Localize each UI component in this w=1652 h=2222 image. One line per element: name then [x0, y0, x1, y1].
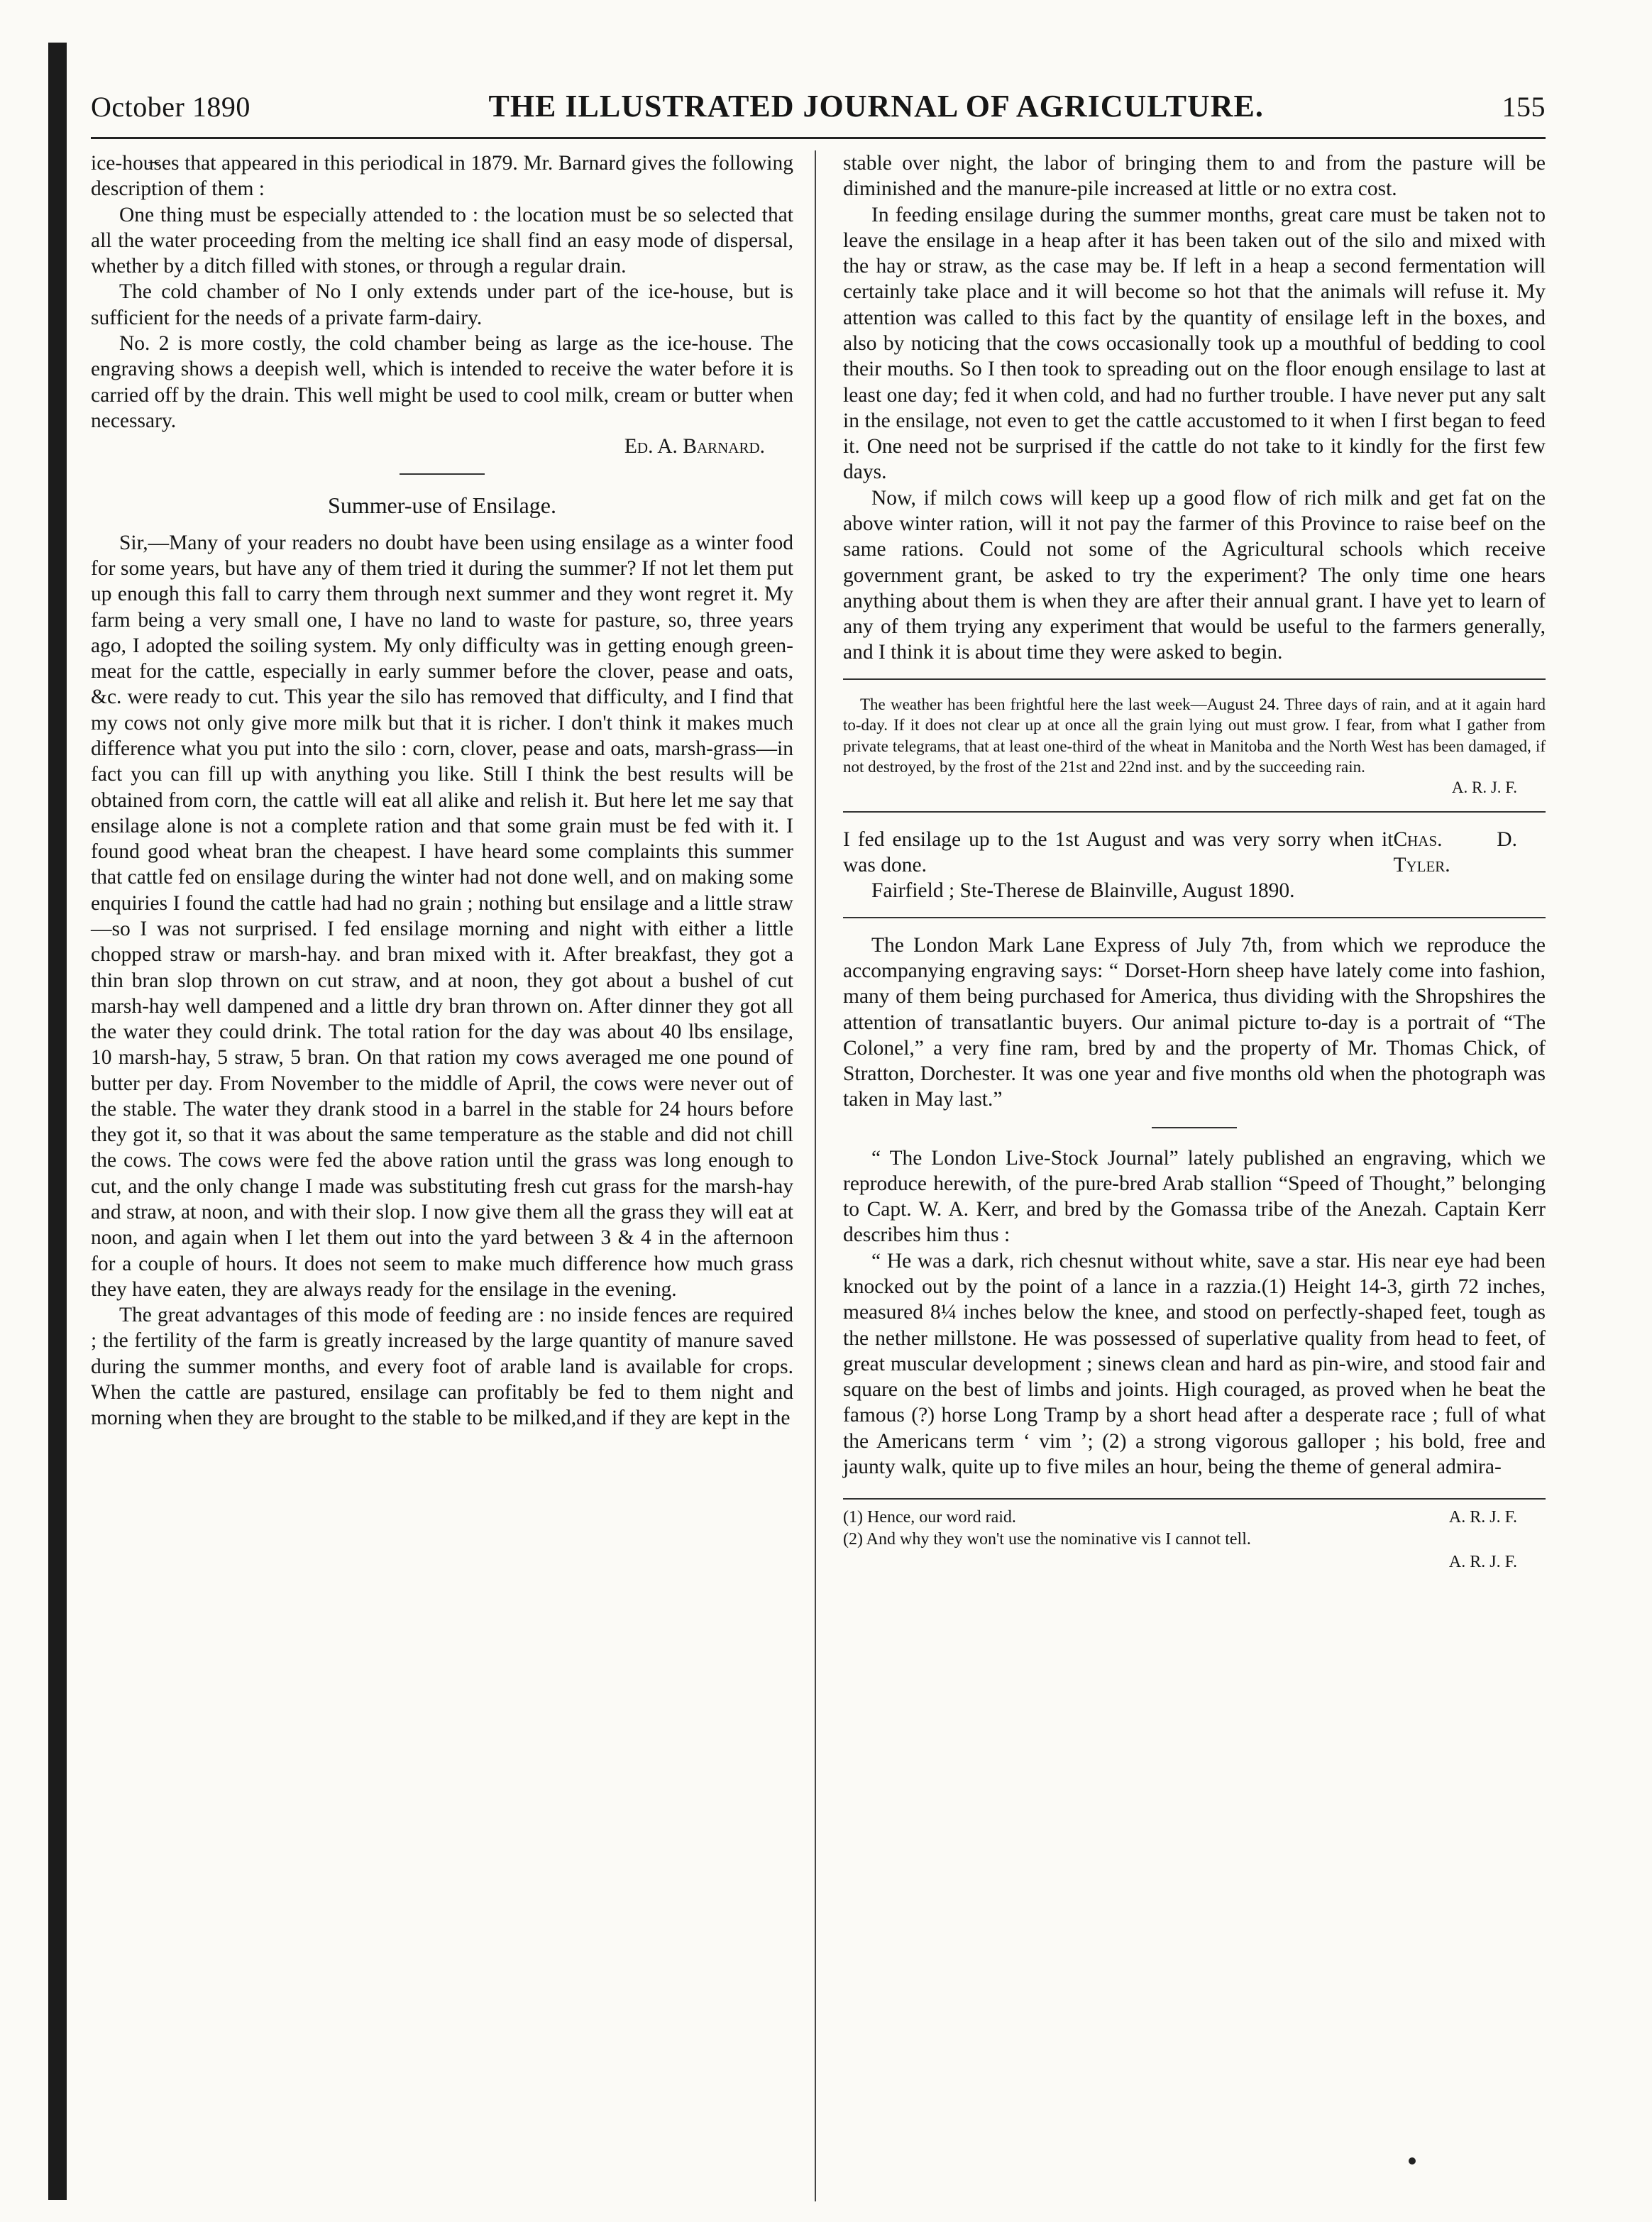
- dateline: Fairfield ; Ste-Therese de Blainville, August 1890.: [871, 879, 1295, 903]
- footnote: [843, 1507, 1546, 1529]
- footnote-initials: A. R. J. F.: [1448, 1508, 1517, 1527]
- signature: Ed. A. Barnard.: [624, 435, 765, 458]
- divider: [843, 811, 1546, 813]
- signature: Chas. D. Tyler.: [1393, 827, 1517, 877]
- journal-title: THE ILLUSTRATED JOURNAL OF AGRICULTURE.: [488, 89, 1264, 123]
- speck: [1409, 2157, 1416, 2165]
- divider: [843, 917, 1546, 918]
- footnotes: [843, 1498, 1546, 1573]
- paragraph: One thing must be especially attended to : the location must be so selected that all the water proceeding from the melting ice shall find an easy mode of dispersal, whether by a ditch filled with stones, or through a regular drain.: [91, 203, 793, 278]
- running-head: [91, 88, 1546, 139]
- divider: [400, 473, 485, 475]
- binding-edge: [48, 43, 67, 2200]
- paragraph: Now, if milch cows will keep up a good flow of rich milk and get fat on the above winter ration, will it not pay the farmer of this Province to raise beef on the same rations. Could not some of the Agricultural schools which receive government grant, be asked to try the experiment? The only time one hears anything about them is when they are after their annual grant. I have yet to learn of any of them trying any experiment that would be useful to the farmers generally, and I think it is about time they were asked to begin.: [843, 486, 1546, 664]
- initials: A. R. J. F.: [1451, 779, 1517, 797]
- header-date: October 1890: [91, 91, 250, 123]
- paragraph: stable over night, the labor of bringing them to and from the pasture will be diminished and the manure-pile increased at little or no extra cost.: [843, 152, 1546, 201]
- column-divider: [815, 150, 816, 2201]
- divider: [1152, 1127, 1237, 1128]
- left-column: [91, 150, 793, 1573]
- paragraph: The cold chamber of No I only extends under part of the ice-house, but is sufficient for the needs of a private farm-dairy.: [91, 280, 793, 329]
- weather-note: [843, 694, 1546, 798]
- closing-line: [843, 827, 1546, 879]
- journal-page: [91, 88, 1546, 1573]
- paragraph: Sir,—Many of your readers no doubt have been using ensilage as a winter food for some years, but have any of them tried it during the summer? If not let them put up enough this fall to carry them through next summer and they wont regret it. My farm being a very small one, I have no land to waste for pasture, so, three years ago, I adopted the soiling system. My only difficulty was in getting enough green-meat for the cattle, especially in early summer before the clover, pease and oats, &c. were ready to cut. This year the silo has removed that difficulty, and I find that my cows not only give more milk but that it is richer. I don't think it makes much difference what you put into the silo : corn, clover, pease and oats, marsh-grass—in fact you can fill up with anything you like. Still I think the best results will be obtained from corn, the cattle will eat all alike and relish it. But here let me say that ensilage alone is not a complete ration and that some grain must be fed with it. I found good wheat bran the cheapest. I have heard some complaints this summer that cattle fed on ensilage during the winter had not done well, and on making some enquiries I found the cattle had had no grain ; nothing but ensilage and a little straw—so I was not surprised. I fed ensilage morning and night with either a little chopped straw or marsh-hay. and bran mixed with it. After breakfast, they got a thin bran slop thrown on cut straw, and at noon, they got about a bushel of cut marsh-hay well dampened and a little dry bran thrown on. After dinner they got all the water they could drink. The total ration for the day was about 40 lbs ensilage, 10 marsh-hay, 5 straw, 5 bran. On that ration my cows averaged me one pound of butter per day. From November to the middle of April, the cows were never out of the stable. The water they drank stood in a barrel in the stable for 24 hours before they got it, so that it was about the same temperature as the stable and did not chill the cows. The cows were fed the above ration until the grass was long enough to cut, and the only change I made was substituting fresh cut grass for the marsh-hay and straw, at noon, and with their slop. I now give them all the grass they will eat at noon, and again when I let them out into the yard between 3 & 4 in the afternoon for a couple of hours. It does not seem to make much difference how much grass they have eaten, they are always ready for the ensilage in the evening.: [91, 531, 793, 1301]
- paragraph: No. 2 is more costly, the cold chamber being as large as the ice-house. The engraving shows a deepish well, which is intended to receive the water before it is carried off by the drain. This well might be used to cool milk, cream or butter when necessary.: [91, 331, 793, 432]
- paragraph: The London Mark Lane Express of July 7th, from which we reproduce the accompanying engraving says: “ Dorset-Horn sheep have lately come into fashion, many of them being purchased for America, thus dividing with the Shropshires the attention of transatlantic buyers. Our animal picture to-day is a portrait of “The Colonel,” a very fine ram, bred by and the property of Mr. Thomas Chick, of Stratton, Dorchester. It was one year and five months old when the photograph was taken in May last.”: [843, 933, 1546, 1111]
- footnote-text: (1) Hence, our word raid.: [843, 1508, 1016, 1527]
- paragraph: I fed ensilage up to the 1st August and was very sorry when it was done.: [843, 827, 1394, 877]
- article-heading: Summer-use of Ensilage.: [328, 493, 556, 519]
- paragraph: In feeding ensilage during the summer months, great care must be taken not to leave the ensilage in a heap after it has been taken out of the silo and mixed with the hay or straw, as the case may be. If left in a heap a second fermentation will certainly take place and it will become so hot that the animals will refuse it. My attention was called to this fact by the quantity of ensilage left in the boxes, and also by noticing that the cows occasionally took up a mouthful of bedding to cool their mouths. So I then took to spreading out on the floor enough ensilage to last at least one day; fed it when cold, and had no further trouble. I have never put any salt in the ensilage, not even to get the cattle accustomed to it when I first began to feed it. One need not be surprised if the cattle do not take to it kindly for the first few days.: [843, 203, 1546, 484]
- paragraph: “ He was a dark, rich chesnut without white, save a star. His near eye had been knocked out by the point of a lance in a razzia.(1) Height 14-3, girth 72 inches, measured 8¼ inches below the knee, and stood on perfectly-shaped feet, tough as the nether millstone. He was possessed of superlative quality from head to feet, of great muscular development ; sinews clean and hard as pin-wire, and stood fair and square on the best of limbs and joints. High couraged, as proved when he beat the famous (?) horse Long Tramp by a short head after a desperate race ; full of what the Americans term ‘ vim ’; (2) a strong vigorous galloper ; his bold, free and jaunty walk, quite up to five miles an hour, being the theme of general admira-: [843, 1249, 1546, 1478]
- paragraph: ice-hou̶ses that appeared in this periodical in 1879. Mr. Barnard gives the following description of them :: [91, 152, 793, 201]
- footnote-initials: A. R. J. F.: [1448, 1552, 1517, 1571]
- right-column: [843, 150, 1546, 1573]
- paragraph: “ The London Live-Stock Journal” lately published an engraving, which we reproduce herewith, of the pure-bred Arab stallion “Speed of Thought,” belonging to Capt. W. A. Kerr, and bred by the Gomassa tribe of the Anezah. Captain Kerr describes him thus :: [843, 1146, 1546, 1247]
- footnote: (2) And why they won't use the nominative vis I cannot tell.: [843, 1530, 1251, 1549]
- paragraph: The weather has been frightful here the last week—August 24. Three days of rain, and at it again hard to-day. If it does not clear up at once all the grain lying out must grow. I fear, from what I gather from private telegrams, that at least one-third of the wheat in Manitoba and the North West has been damaged, if not destroyed, by the frost of the 21st and 22nd inst. and by the succeeding rain.: [843, 695, 1546, 776]
- columns: [91, 150, 1546, 1573]
- page-number: 155: [1502, 91, 1546, 123]
- paragraph: The great advantages of this mode of feeding are : no inside fences are required ; the fertility of the farm is greatly increased by the large quantity of manure saved during the summer months, and every foot of arable land is available for crops. When the cattle are pastured, ensilage can profitably be fed to them night and morning when they are brought to the stable to be milked,and if they are kept in the: [91, 1304, 793, 1430]
- divider: [843, 678, 1546, 680]
